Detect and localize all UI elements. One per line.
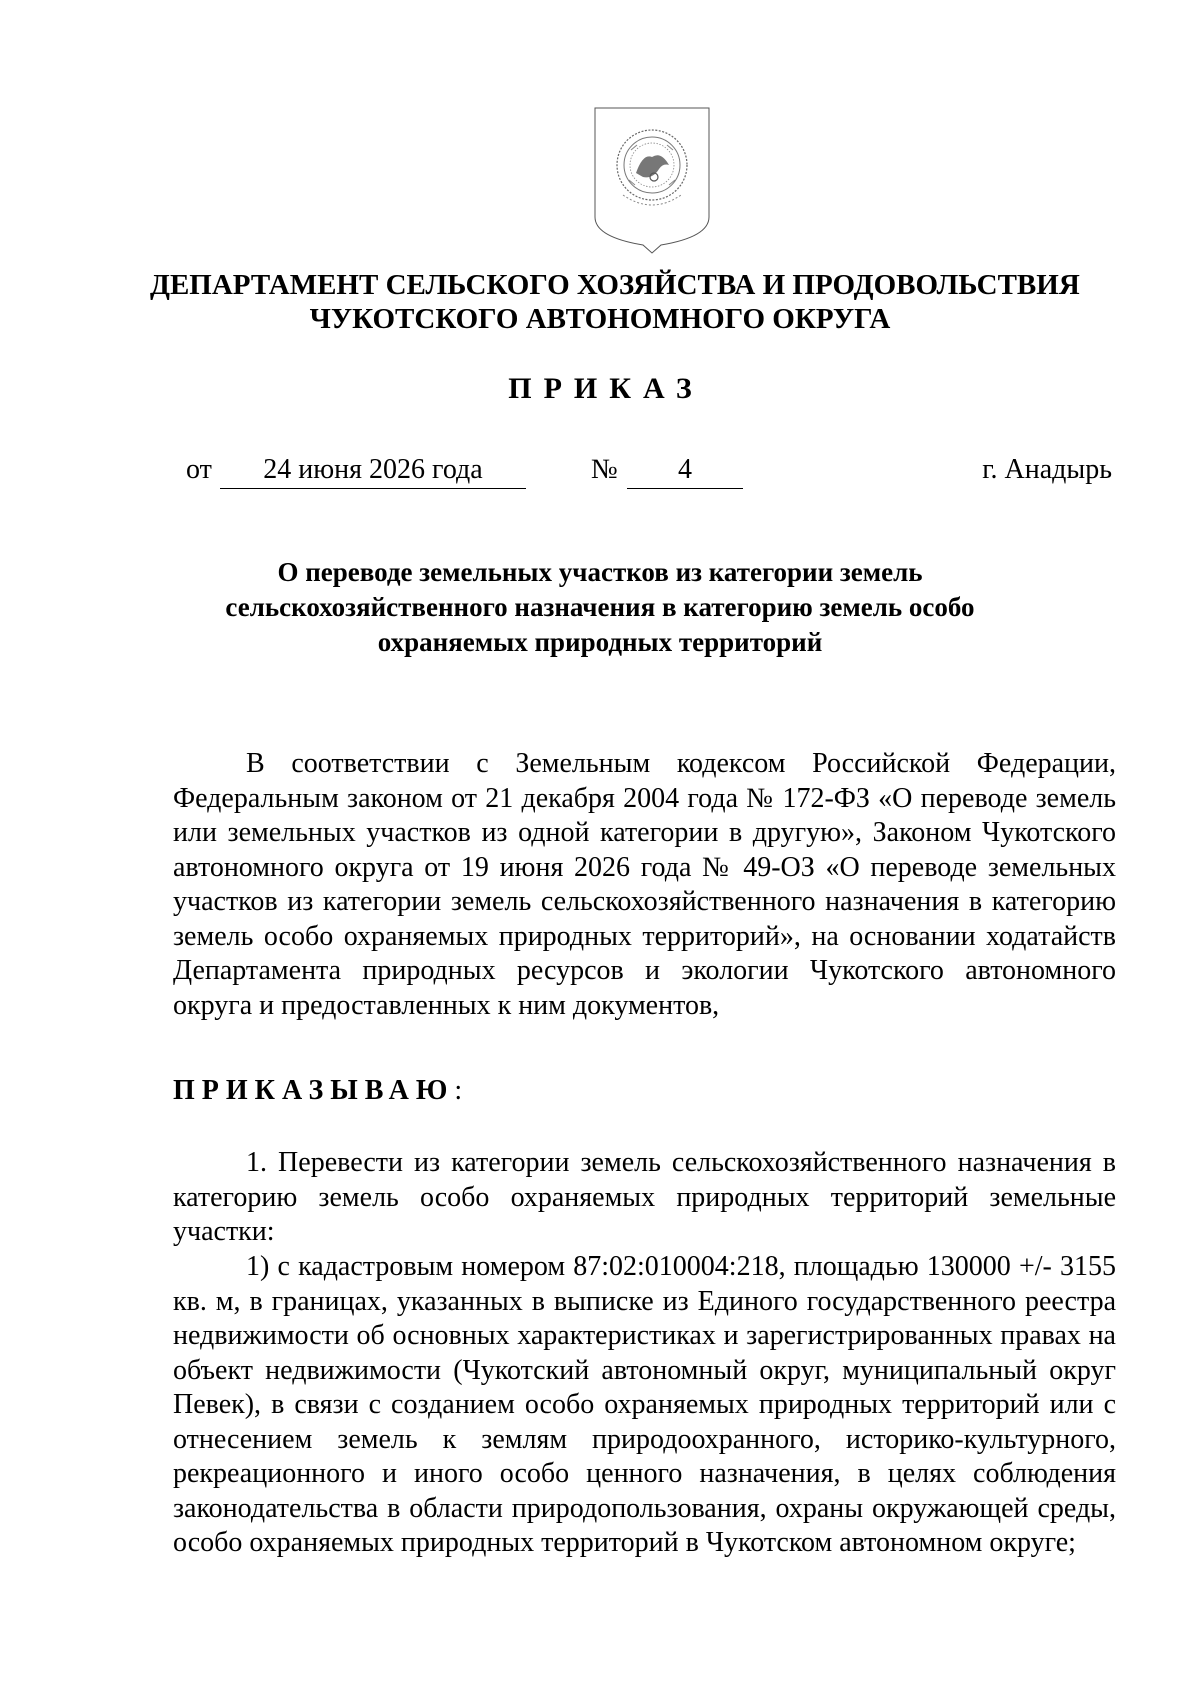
document-date: 24 июня 2026 года (220, 454, 526, 489)
order-colon: : (454, 1075, 463, 1106)
item-1-1-paragraph: 1) с кадастровым номером 87:02:010004:218, площадью 130000 +/- 3155 кв. м, в границах, указанных в выписке из Единого государственного реестра недвижимости об основных характеристиках и зарегистрированных правах на объект недвижимости (Чукотский автономный округ, муниципальный округ Певек), в связи с созданием особо охраняемых природных территорий или с отнесением земель к землям природоохранного, историко-культурного, рекреационного и иного особо ценного назначения, в целях соблюдения законодательства в области природопользования, охраны окружающей среды, особо охраняемых природных территорий в Чукотском автономном округе; (173, 1251, 1116, 1558)
date-number-line (0, 454, 1200, 494)
number-sign: № (591, 454, 618, 485)
document-type-title: ПРИКАЗ (508, 372, 704, 405)
order-word: ПРИКАЗЫВАЮ (173, 1075, 455, 1106)
department-line-2: ЧУКОТСКОГО АВТОНОМНОГО ОКРУГА (309, 303, 891, 335)
document-number: 4 (627, 454, 743, 489)
date-prefix: от (186, 454, 212, 485)
department-name (150, 268, 1080, 336)
preamble-paragraph: В соответствии с Земельным кодексом Российской Федерации, Федеральным законом от 21 декабря 2004 года № 172-ФЗ «О переводе земель или земельных участков из одной категории в другую», Законом Чукотского автономного округа от 19 июня 2026 года № 49-ОЗ «О переводе земельных участков из категории земель сельскохозяйственного назначения в категорию земель особо охраняемых природных территорий», на основании ходатайств Департамента природных ресурсов и экологии Чукотского автономного округа и предоставленных к ним документов, (173, 748, 1116, 1021)
item-1-paragraph: 1. Перевести из категории земель сельскохозяйственного назначения в категорию земель особо охраняемых природных территорий земельные участки: (173, 1147, 1116, 1247)
document-city: г. Анадырь (982, 454, 1112, 485)
order-directive (173, 1075, 462, 1107)
coat-of-arms-emblem-icon (591, 105, 713, 255)
document-subject: О переводе земельных участков из категории земель сельскохозяйственного назначения в категорию земель особо охраняемых природных территорий (225, 557, 975, 657)
department-line-1: ДЕПАРТАМЕНТ СЕЛЬСКОГО ХОЗЯЙСТВА И ПРОДОВОЛЬСТВИЯ (150, 269, 1080, 301)
